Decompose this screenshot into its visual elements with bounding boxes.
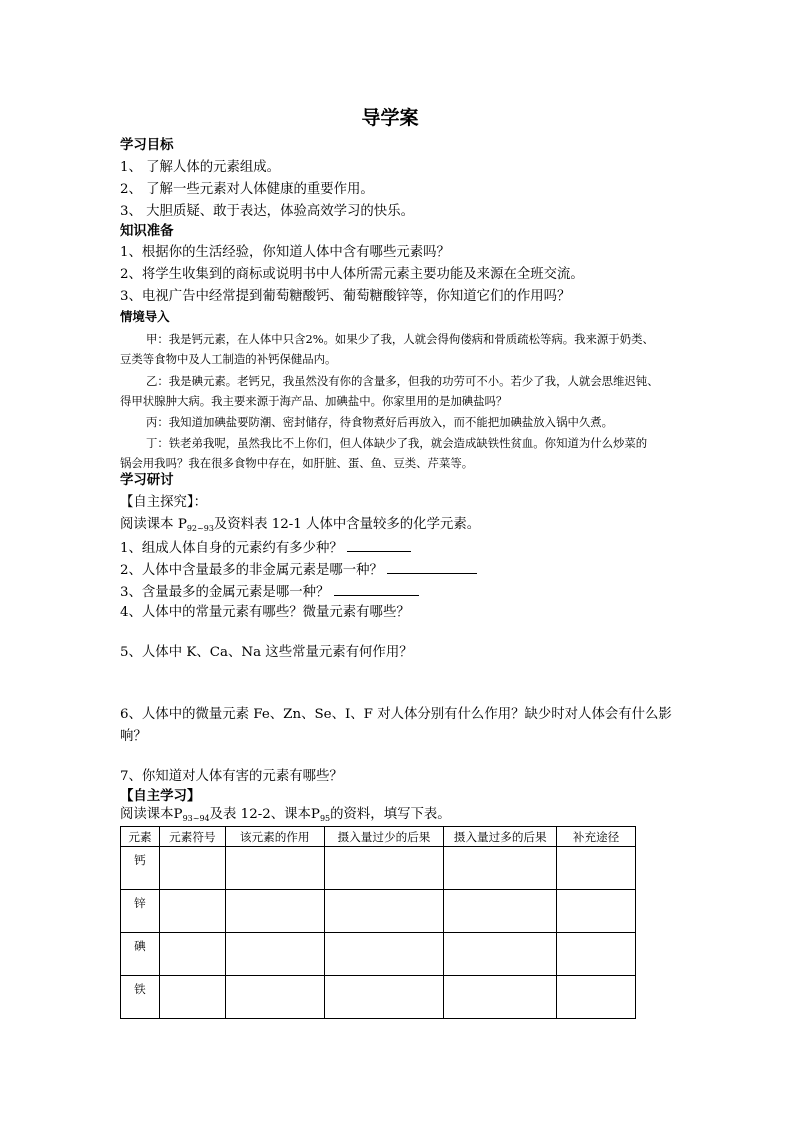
scenario-line-jia-1: 甲：我是钙元素，在人体中只含2%。如果少了我，人就会得佝偻病和骨质疏松等病。我来源于奶类、 xyxy=(146,332,654,346)
self-learn-label: 【自主学习】 xyxy=(120,789,201,804)
table-row xyxy=(121,933,636,976)
element-table xyxy=(120,826,636,1019)
supplement-cell[interactable] xyxy=(557,933,636,976)
answer-blank-2[interactable] xyxy=(387,560,477,574)
page-title: 导学案 xyxy=(361,107,419,129)
excess-cell[interactable] xyxy=(444,847,557,890)
deficiency-cell[interactable] xyxy=(324,847,444,890)
goal-item-3: 3、 大胆质疑、敢于表达，体验高效学习的快乐。 xyxy=(120,204,414,219)
goal-item-2: 2、 了解一些元素对人体健康的重要作用。 xyxy=(120,182,374,197)
answer-blank-1[interactable] xyxy=(347,538,411,552)
question-3 xyxy=(120,582,419,602)
fill-mid: 及表 12-2、课本P xyxy=(209,807,320,822)
supplement-cell[interactable] xyxy=(557,847,636,890)
symbol-cell[interactable] xyxy=(159,976,225,1019)
scenario-line-yi-1: 乙：我是碘元素。老钙兄，我虽然没有你的含量多，但我的功劳可不小。若少了我，人就会思维迟钝、 xyxy=(146,374,659,388)
question-2-text: 2、人体中含量最多的非金属元素是哪一种？ xyxy=(120,563,383,578)
knowledge-item-3: 3、电视广告中经常提到葡萄糖酸钙、葡萄糖酸锌等，你知道它们的作用吗？ xyxy=(120,289,571,304)
question-5: 5、人体中 K、Ca、Na 这些常量元素有何作用？ xyxy=(120,645,413,660)
fill-suffix: 的资料，填写下表。 xyxy=(330,807,451,822)
element-cell: 铁 xyxy=(121,976,160,1019)
scenario-heading: 情境导入 xyxy=(120,309,170,324)
deficiency-cell[interactable] xyxy=(324,890,444,933)
symbol-cell[interactable] xyxy=(159,890,225,933)
header-function: 该元素的作用 xyxy=(225,827,324,847)
header-element: 元素 xyxy=(121,827,160,847)
scenario-line-ding-2: 锅会用我吗？我在很多食物中存在，如肝脏、蛋、鱼、豆类、芹菜等。 xyxy=(120,456,474,470)
goal-item-1: 1、 了解人体的元素组成。 xyxy=(120,160,281,175)
function-cell[interactable] xyxy=(225,847,324,890)
element-cell: 碘 xyxy=(121,933,160,976)
table-row xyxy=(121,890,636,933)
study-heading: 学习研讨 xyxy=(120,473,174,488)
question-7: 7、你知道对人体有害的元素有哪些？ xyxy=(120,769,343,784)
header-symbol: 元素符号 xyxy=(159,827,225,847)
question-1-text: 1、组成人体自身的元素约有多少种？ xyxy=(120,541,343,556)
question-1 xyxy=(120,538,411,558)
supplement-cell[interactable] xyxy=(557,976,636,1019)
symbol-cell[interactable] xyxy=(159,933,225,976)
reading-instruction xyxy=(120,516,480,538)
fill-page-range-2: 95 xyxy=(319,814,331,823)
table-row xyxy=(121,976,636,1019)
answer-blank-3[interactable] xyxy=(334,582,419,596)
knowledge-heading: 知识准备 xyxy=(120,224,174,239)
element-cell: 锌 xyxy=(121,890,160,933)
deficiency-cell[interactable] xyxy=(324,933,444,976)
symbol-cell[interactable] xyxy=(159,847,225,890)
fill-instruction xyxy=(120,806,451,828)
excess-cell[interactable] xyxy=(444,976,557,1019)
goals-heading: 学习目标 xyxy=(120,138,174,153)
table-row xyxy=(121,847,636,890)
self-explore-label: 【自主探究】： xyxy=(120,495,208,510)
knowledge-item-2: 2、将学生收集到的商标或说明书中人体所需元素主要功能及来源在全班交流。 xyxy=(120,267,584,282)
reading-prefix: 阅读课本 P xyxy=(120,517,187,532)
scenario-line-jia-2: 豆类等食物中及人工制造的补钙保健品内。 xyxy=(120,352,337,366)
fill-prefix: 阅读课本P xyxy=(120,807,183,822)
function-cell[interactable] xyxy=(225,976,324,1019)
scenario-line-bing: 丙：我知道加碘盐要防潮、密封储存，待食物煮好后再放入，而不能把加碘盐放入锅中久煮。 xyxy=(146,415,614,429)
function-cell[interactable] xyxy=(225,933,324,976)
header-deficiency: 摄入量过少的后果 xyxy=(324,827,444,847)
deficiency-cell[interactable] xyxy=(324,976,444,1019)
reading-page-range: 92~93 xyxy=(186,524,214,533)
excess-cell[interactable] xyxy=(444,890,557,933)
reading-suffix: 及资料表 12-1 人体中含量较多的化学元素。 xyxy=(213,517,481,532)
function-cell[interactable] xyxy=(225,890,324,933)
question-6-line-1: 6、人体中的微量元素 Fe、Zn、Se、I、F 对人体分别有什么作用？缺少时对人体会有什么影 xyxy=(120,707,672,722)
table-header-row xyxy=(121,827,636,847)
scenario-line-yi-2: 得甲状腺肿大病。我主要来源于海产品、加碘盐中。你家里用的是加碘盐吗？ xyxy=(120,394,508,408)
question-2 xyxy=(120,560,477,580)
question-4: 4、人体中的常量元素有哪些？微量元素有哪些？ xyxy=(120,605,410,620)
element-cell: 钙 xyxy=(121,847,160,890)
supplement-cell[interactable] xyxy=(557,890,636,933)
fill-page-range-1: 93~94 xyxy=(182,814,210,823)
question-6-line-2: 响？ xyxy=(120,729,147,744)
question-3-text: 3、含量最多的金属元素是哪一种？ xyxy=(120,585,330,600)
header-excess: 摄入量过多的后果 xyxy=(444,827,557,847)
excess-cell[interactable] xyxy=(444,933,557,976)
scenario-line-ding-1: 丁：铁老弟我呢，虽然我比不上你们，但人体缺少了我，就会造成缺铁性贫血。你知道为什么炒菜的 xyxy=(146,436,648,450)
header-supplement: 补充途径 xyxy=(557,827,636,847)
knowledge-item-1: 1、根据你的生活经验，你知道人体中含有哪些元素吗？ xyxy=(120,245,450,260)
